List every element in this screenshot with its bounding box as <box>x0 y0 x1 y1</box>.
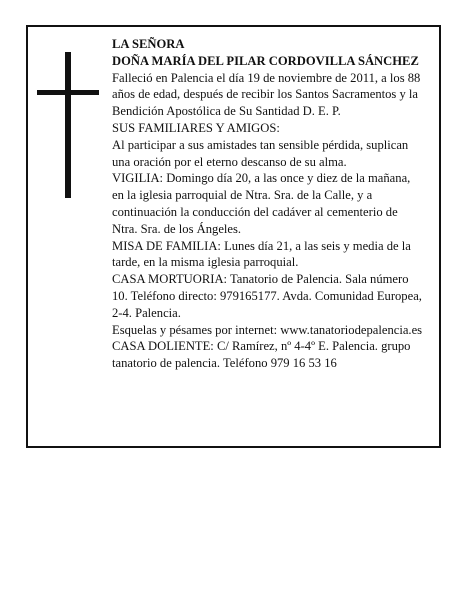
cross-vertical-bar <box>65 52 71 198</box>
family-heading: SUS FAMILIARES Y AMIGOS: <box>112 120 280 135</box>
notice-text <box>112 36 424 372</box>
heading-name: DOÑA MARÍA DEL PILAR CORDOVILLA SÁNCHEZ <box>112 53 419 68</box>
online-condolences: Esquelas y pésames por internet: www.tanatoriodepalencia.es <box>112 322 423 337</box>
cross-icon <box>37 52 99 198</box>
family-mass-info: MISA DE FAMILIA: Lunes día 21, a las seis y media de la tarde, en la misma iglesia parroquial. <box>112 238 411 270</box>
family-home-info: CASA DOLIENTE: C/ Ramírez, nº 4-4º E. Palencia. grupo tanatorio de palencia. Teléfono 979 16 53 16 <box>112 339 411 371</box>
cross-horizontal-bar <box>37 90 99 95</box>
death-announcement: Falleció en Palencia el día 19 de noviembre de 2011, a los 88 años de edad, después de recibir los Santos Sacramentos y la Bendición Apostólica de Su Santidad D. E. P. <box>112 70 421 119</box>
vigil-info: VIGILIA: Domingo día 20, a las once y diez de la mañana, en la iglesia parroquial de Ntra. Sra. de la Calle, y a continuación la conducción del cadáver al cementerio de Ntra. Sra. de los Ángeles. <box>112 171 411 236</box>
heading-title: LA SEÑORA <box>112 37 185 51</box>
funeral-home-info: CASA MORTUORIA: Tanatorio de Palencia. Sala número 10. Teléfono directo: 979165177. Avda. Comunidad Europea, 2-4. Palencia. <box>112 272 422 320</box>
prayer-request: Al participar a sus amistades tan sensible pérdida, suplican una oración por el eterno descanso de su alma. <box>112 137 409 169</box>
